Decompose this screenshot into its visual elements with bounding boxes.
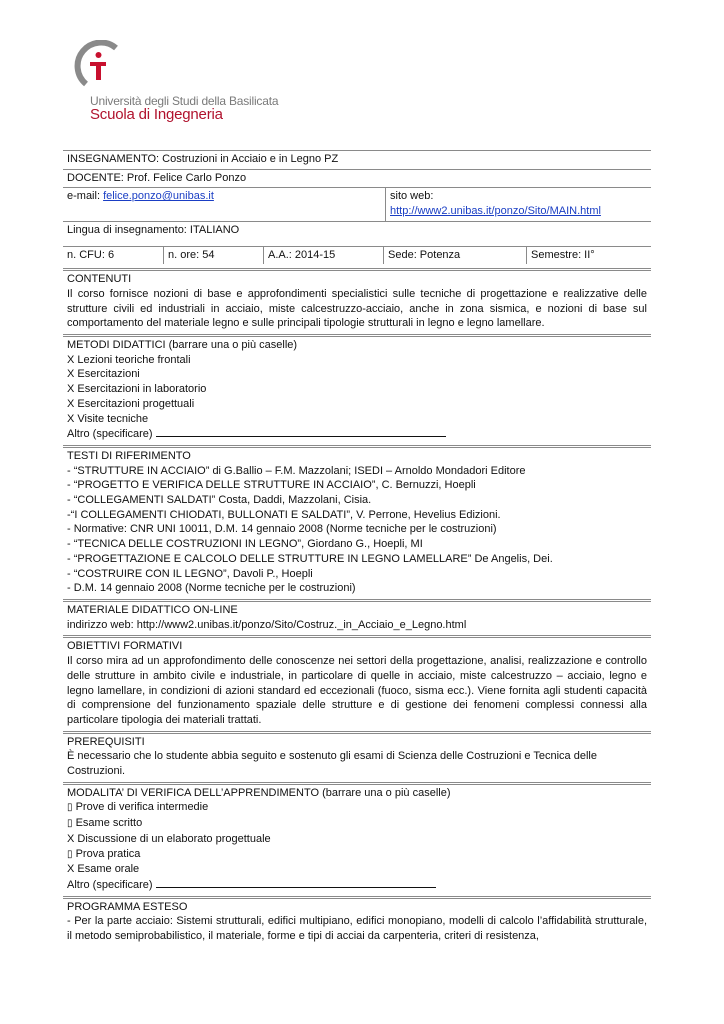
testi-item: - D.M. 14 gennaio 2008 (Norme tecniche per le costruzioni) xyxy=(67,582,356,595)
metodi-altro xyxy=(67,426,647,442)
metodi-altro-blank xyxy=(156,426,446,437)
testi-item: - “COSTRUIRE CON IL LEGNO”, Davoli P., Hoepli xyxy=(67,567,313,580)
obiettivi-title: OBIETTIVI FORMATIVI xyxy=(67,640,183,653)
checkbox-mark: ▯ xyxy=(67,802,73,814)
metodi-item: X Esercitazioni progettuali xyxy=(67,397,195,410)
contenuti-text: Il corso fornisce nozioni di base e approfondimenti specialistici sulle tecniche di progettazione e realizzative delle strutture civili ed industriali in acciaio, miste calcestruzzo-acciaio, anche in zona sismica, e nozioni di base sul comportamento del materiale legno e sulle principali tipologie strutturali in legno e legno lamellare. xyxy=(67,287,647,330)
email-cell xyxy=(63,188,385,220)
verifica-item-label: Prova pratica xyxy=(72,847,141,860)
metodi-section xyxy=(63,334,651,445)
contenuti-section xyxy=(63,268,651,334)
testi-section xyxy=(63,445,651,599)
programma-text: - Per la parte acciaio: Sistemi strutturali, edifici multipiano, edifici monopiano, modelli di calcolo l’affidabilità strutturale, il metodo semiprobabilistico, il materiale, forme e tipi di acciai da carpenteria, criteri di resistenza, xyxy=(67,915,647,943)
insegnamento-row xyxy=(63,150,651,169)
verifica-item xyxy=(67,800,647,816)
lingua-text: Lingua di insegnamento: ITALIANO xyxy=(67,223,240,236)
metodi-item: X Visite tecniche xyxy=(67,412,149,425)
verifica-title: MODALITA’ DI VERIFICA DELL’APPRENDIMENTO (barrare una o più caselle) xyxy=(67,786,451,799)
verifica-item xyxy=(67,816,647,832)
verifica-item xyxy=(67,832,647,847)
sede-cell: Sede: Potenza xyxy=(383,247,526,265)
email-label: e-mail: xyxy=(67,190,104,203)
anno-accademico-cell: A.A.: 2014-15 xyxy=(263,247,383,265)
materiale-url: indirizzo web: http://www2.unibas.it/ponzo/Sito/Costruz._in_Acciaio_e_Legno.html xyxy=(67,618,467,631)
website-link[interactable]: http://www2.unibas.it/ponzo/Sito/MAIN.html xyxy=(390,205,601,218)
university-logo xyxy=(70,40,130,92)
verifica-item-label: Esame scritto xyxy=(72,817,143,830)
testi-item: - “PROGETTO E VERIFICA DELLE STRUTTURE IN ACCIAIO”, C. Bernuzzi, Hoepli xyxy=(67,479,476,492)
metodi-altro-label: Altro (specificare) xyxy=(67,428,156,441)
checkbox-mark: ▯ xyxy=(67,848,73,860)
verifica-altro xyxy=(67,877,647,893)
verifica-item-label: Esame orale xyxy=(74,863,140,876)
docente-row xyxy=(63,169,651,188)
obiettivi-section xyxy=(63,635,651,730)
verifica-altro-label: Altro (specificare) xyxy=(67,878,156,891)
metodi-item: X Lezioni teoriche frontali xyxy=(67,353,191,366)
testi-item: -“I COLLEGAMENTI CHIODATI, BULLONATI E SALDATI”, V. Perrone, Hevelius Edizioni. xyxy=(67,508,501,521)
prerequisiti-text: È necessario che lo studente abbia seguito e sostenuto gli esami di Scienza delle Costruzioni e Tecnica delle Costruzioni. xyxy=(67,750,597,778)
checkbox-mark: X xyxy=(67,863,75,876)
docente-text: DOCENTE: Prof. Felice Carlo Ponzo xyxy=(67,171,247,184)
testi-item: - “TECNICA DELLE COSTRUZIONI IN LEGNO”, Giordano G., Hoepli, MI xyxy=(67,538,423,551)
cfu-row xyxy=(63,246,651,265)
cfu-cell: n. CFU: 6 xyxy=(67,248,115,261)
programma-title: PROGRAMMA ESTESO xyxy=(67,900,188,913)
materiale-title: MATERIALE DIDATTICO ON-LINE xyxy=(67,603,238,616)
verifica-section xyxy=(63,782,651,896)
contenuti-title: CONTENUTI xyxy=(67,273,132,286)
contacts-row xyxy=(63,187,651,220)
testi-item: - “COLLEGAMENTI SALDATI” Costa, Daddi, Mazzolani, Cisia. xyxy=(67,494,372,507)
prerequisiti-section xyxy=(63,731,651,782)
testi-title: TESTI DI RIFERIMENTO xyxy=(67,449,191,462)
website-label: sito web: xyxy=(390,190,434,203)
metodi-item: X Esercitazioni in laboratorio xyxy=(67,383,207,396)
checkbox-mark: ▯ xyxy=(67,818,73,830)
course-sheet xyxy=(63,150,651,947)
semestre-cell: Semestre: II° xyxy=(526,247,651,265)
verifica-item-label: Discussione di un elaborato progettuale xyxy=(74,832,271,845)
ore-cell: n. ore: 54 xyxy=(163,247,263,265)
checkbox-mark: X xyxy=(67,832,75,845)
materiale-section xyxy=(63,599,651,635)
testi-item: - “STRUTTURE IN ACCIAIO” di G.Ballio – F.M. Mazzolani; ISEDI – Arnoldo Mondadori Editore xyxy=(67,464,526,477)
metodi-title: METODI DIDATTICI (barrare una o più caselle) xyxy=(67,339,298,352)
lingua-row xyxy=(63,221,651,240)
university-name: Università degli Studi della Basilicata xyxy=(90,94,279,108)
verifica-item xyxy=(67,847,647,863)
testi-item: - “PROGETTAZIONE E CALCOLO DELLE STRUTTURE IN LEGNO LAMELLARE” De Angelis, Dei. xyxy=(67,552,553,565)
prerequisiti-title: PREREQUISITI xyxy=(67,735,145,748)
insegnamento-text: INSEGNAMENTO: Costruzioni in Acciaio e in Legno PZ xyxy=(67,153,339,165)
obiettivi-text: Il corso mira ad un approfondimento delle conoscenze nei settori della progettazione, analisi, realizzazione e controllo delle strutture in ambito civile e industriale, in particolare di quelle in acciaio, miste calcestruzzo – acciaio, legno e legno lamellare, in condizioni di azioni standard ed eccezionali (fuoco, sisma ecc.). Viene fornita agli studenti capacità di comprensione del funzionamento spaziale delle strutture e di gestione dei fenomeni complessi connessi alla particolare tipologia dei materiali trattati. xyxy=(67,655,647,726)
programma-section xyxy=(63,896,651,947)
verifica-item-label: Prove di verifica intermedie xyxy=(72,801,209,814)
email-link[interactable]: felice.ponzo@unibas.it xyxy=(103,190,214,203)
metodi-item: X Esercitazioni xyxy=(67,368,140,381)
testi-item: - Normative: CNR UNI 10011, D.M. 14 gennaio 2008 (Norme tecniche per le costruzioni) xyxy=(67,523,497,536)
verifica-altro-blank xyxy=(156,877,436,888)
verifica-item xyxy=(67,862,647,877)
school-name: Scuola di Ingegneria xyxy=(90,106,223,123)
website-cell xyxy=(385,188,651,220)
